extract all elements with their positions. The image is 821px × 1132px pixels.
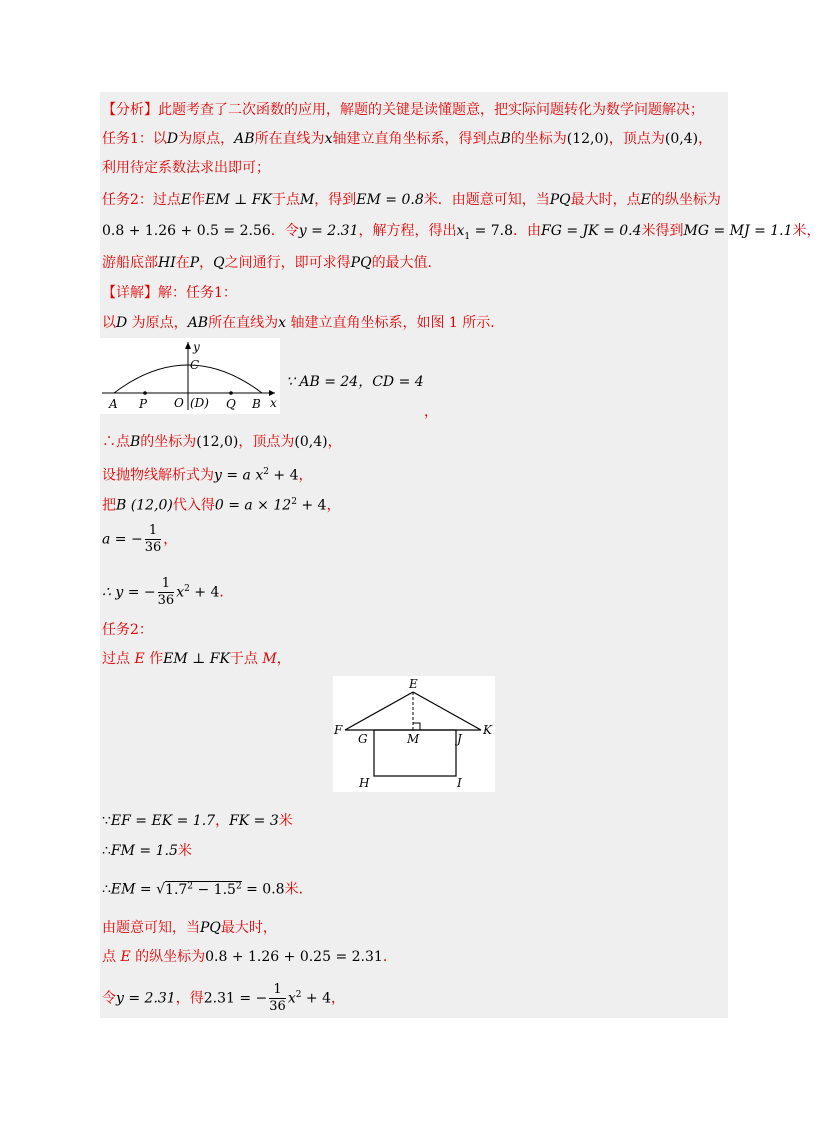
detail-line-8: [102, 811, 293, 831]
detail-line-3: [102, 462, 313, 486]
parabola-diagram: [100, 338, 280, 414]
text: ，: [424, 404, 438, 420]
text: 游船底部: [102, 255, 158, 271]
detail-line-4: [102, 492, 340, 516]
given-comma: [424, 402, 438, 422]
text: ，: [327, 434, 342, 450]
label-o: O: [174, 396, 184, 410]
figure-1: [100, 338, 280, 414]
text: 的纵坐标为: [135, 949, 206, 965]
fraction: [158, 576, 175, 609]
text: 轴建立直角坐标系，如图 1 所示．: [286, 315, 505, 331]
math: x: [278, 315, 286, 331]
math: (0,4): [664, 131, 699, 147]
boat-bridge-diagram: [333, 676, 495, 792]
text: 【详解】解：任务1：: [102, 285, 237, 301]
text: 所在直线为: [254, 131, 325, 147]
text: 于点: [271, 192, 300, 208]
text: ，: [276, 651, 291, 667]
text: 作: [191, 192, 206, 208]
text: 之间通行，即可求得: [224, 255, 351, 271]
math: x: [287, 990, 296, 1007]
math: B (12,0): [116, 497, 173, 514]
label-y: y: [193, 340, 200, 354]
y-axis-arrow: [185, 342, 191, 349]
text: 米得到: [641, 223, 684, 239]
math: (12,0): [196, 434, 239, 450]
analysis-line-4: [102, 190, 721, 210]
text: 任务2：过点: [102, 192, 181, 208]
line-ek: [413, 692, 481, 730]
detail-line-12: [102, 947, 397, 967]
detail-line-2: [102, 432, 342, 452]
text: 作: [149, 651, 164, 667]
math: PQ: [549, 192, 571, 208]
math: x: [456, 223, 465, 239]
analysis-text: 【分析】此题考查了二次函数的应用，解题的关键是读懂题意，把实际问题转化为数学问题解决；: [102, 102, 704, 118]
text: ，: [331, 990, 345, 1007]
math: y = 2.31: [298, 223, 359, 239]
math: FK = 3: [229, 813, 279, 829]
math: = 7.8: [470, 223, 514, 239]
right-angle-mark: [413, 723, 420, 730]
math: EM ⊥ FK: [205, 192, 272, 208]
denominator: 36: [269, 999, 286, 1015]
superscript: 2: [184, 584, 190, 594]
math: y = a x: [214, 467, 264, 484]
numerator: 1: [269, 982, 286, 999]
text: 把: [102, 497, 116, 514]
detail-heading: [102, 283, 237, 303]
label-f: F: [334, 723, 343, 737]
analysis-line-2: [102, 129, 712, 149]
text: ，解方程，得出: [358, 223, 457, 239]
denominator: 36: [144, 540, 162, 555]
detail-line-5: [102, 523, 177, 556]
label-h: H: [359, 776, 370, 790]
math: EM =: [110, 881, 157, 898]
label-e: E: [409, 677, 418, 691]
text: 任务1：以: [102, 131, 167, 147]
math: HI: [158, 255, 176, 271]
math: Q: [213, 255, 225, 271]
analysis-line-5: [102, 221, 821, 247]
text: ，顶点为: [238, 434, 295, 450]
label-d: (D): [190, 396, 209, 410]
point-p: [143, 391, 147, 395]
point-q: [229, 391, 233, 395]
math: FG = JK = 0.4: [541, 223, 642, 239]
text: 在: [175, 255, 190, 271]
math: M: [257, 651, 277, 667]
detail-line-10: [102, 876, 313, 900]
text: ，得到: [314, 192, 357, 208]
text: 利用待定系数法求出即可；: [102, 160, 270, 176]
text: 任务2：: [102, 622, 153, 638]
math: + 4: [301, 990, 331, 1007]
math: EM = 0.8: [356, 192, 424, 208]
text: ，: [215, 813, 230, 829]
numerator: 1: [145, 523, 162, 540]
text: 过点: [102, 651, 130, 667]
detail-line-13: [102, 979, 345, 1015]
text: ∵: [102, 813, 111, 829]
analysis-line-1: [102, 100, 704, 120]
math: EF = EK = 1.7: [110, 813, 216, 829]
detail-line-7: [102, 649, 291, 669]
label-k: K: [483, 723, 492, 737]
text: 设抛物线解析式为: [102, 467, 214, 484]
superscript: 2: [291, 497, 297, 507]
text: ，得: [175, 990, 204, 1007]
text: 令: [102, 990, 116, 1007]
detail-line-9: [102, 841, 192, 861]
text: 最大时，点: [570, 192, 641, 208]
text: 最大时，: [220, 920, 277, 936]
label-x: x: [270, 396, 277, 410]
label-p: P: [139, 397, 148, 411]
text: ，: [698, 131, 713, 147]
numerator: 1: [158, 576, 175, 593]
math: 0 = a × 12: [214, 497, 292, 514]
math: − 1.5: [193, 881, 236, 898]
given-statement: [286, 372, 424, 392]
math: 2.31 = −: [203, 990, 268, 1007]
task2-heading: [102, 620, 153, 640]
text: ，: [298, 467, 313, 484]
text: ．令: [270, 223, 299, 239]
superscript: 2: [295, 990, 302, 1000]
label-j: J: [457, 732, 462, 746]
math: 1.7: [165, 881, 188, 898]
superscript: 2: [263, 467, 269, 477]
text: 以: [102, 315, 116, 331]
text: ，: [163, 531, 178, 548]
line-ef: [345, 692, 413, 730]
sqrt-symbol: √: [156, 881, 166, 898]
text: ，: [199, 255, 214, 271]
text: 点: [102, 949, 116, 965]
math: B: [500, 131, 511, 147]
text: 的坐标为: [140, 434, 197, 450]
text: 的最大值．: [371, 255, 442, 271]
text: ，: [326, 497, 341, 514]
text: ．由: [513, 223, 542, 239]
math: E: [116, 949, 136, 965]
math: (0,4): [294, 434, 328, 450]
analysis-line-3: [102, 158, 270, 178]
math: B: [130, 434, 141, 450]
fraction: [269, 982, 286, 1015]
text: ．: [382, 949, 397, 965]
label-i: I: [457, 776, 462, 790]
text: 为原点，: [127, 315, 188, 331]
math: (12,0): [566, 131, 609, 147]
math: D: [116, 315, 128, 331]
math: 0.8 + 1.26 + 0.25 = 2.31: [205, 949, 383, 965]
math: MG = MJ = 1.1: [683, 223, 793, 239]
label-m: M: [407, 732, 420, 746]
math: + 4: [189, 584, 220, 601]
math: ∵ AB = 24，CD = 4: [286, 374, 424, 390]
text: ．: [219, 584, 234, 601]
math: E: [130, 651, 150, 667]
math: + 4: [296, 497, 327, 514]
text: 米．: [284, 881, 313, 898]
label-g: G: [358, 732, 368, 746]
text: 米: [278, 813, 293, 829]
text: ，顶点为: [608, 131, 665, 147]
subscript: 1: [464, 231, 471, 242]
math: x: [324, 131, 333, 147]
math: x: [176, 584, 185, 601]
math: y = 2.31: [116, 990, 176, 1007]
text: 所在直线为: [208, 315, 279, 331]
math: E: [640, 192, 651, 208]
text: 于点: [229, 651, 258, 667]
text: 米: [177, 843, 192, 859]
superscript: 2: [235, 881, 242, 891]
text: ∴点: [102, 434, 130, 450]
denominator: 36: [157, 593, 175, 609]
math: = 0.8: [241, 881, 285, 898]
text: 米．由题意可知，当: [423, 192, 550, 208]
math: M: [299, 192, 315, 208]
text: 轴建立直角坐标系，得到点: [332, 131, 501, 147]
label-b: B: [252, 397, 261, 411]
superscript: 2: [187, 881, 194, 891]
math: 0.8 + 1.26 + 0.5 = 2.56: [102, 223, 271, 239]
analysis-line-6: [102, 253, 442, 273]
math: E: [180, 192, 192, 208]
text: 的纵坐标为: [650, 192, 721, 208]
text: ∴: [102, 843, 111, 859]
figure-2: [333, 676, 495, 792]
text: 代入得: [172, 497, 215, 514]
text: 米，: [792, 223, 821, 239]
math: EM ⊥ FK: [163, 651, 230, 667]
math: ∴ y = −: [102, 584, 156, 601]
math: P: [189, 255, 200, 271]
text: 的坐标为: [510, 131, 567, 147]
fraction: [145, 523, 162, 556]
text: ∴: [102, 881, 111, 898]
math: + 4: [268, 467, 299, 484]
detail-line-1: [102, 313, 504, 333]
detail-line-6: [102, 573, 233, 609]
text: 由题意可知，当: [102, 920, 200, 936]
label-c: C: [190, 358, 200, 372]
math: PQ: [200, 920, 221, 936]
math: AB: [234, 131, 255, 147]
label-q: Q: [226, 397, 236, 411]
math: FM = 1.5: [110, 843, 178, 859]
label-a: A: [109, 397, 118, 411]
math: D: [166, 131, 179, 147]
math: PQ: [350, 255, 372, 271]
detail-line-11: [102, 918, 277, 938]
math: a = −: [102, 531, 143, 548]
radicand: [165, 881, 242, 898]
math: AB: [187, 315, 209, 331]
text: 为原点，: [178, 131, 235, 147]
